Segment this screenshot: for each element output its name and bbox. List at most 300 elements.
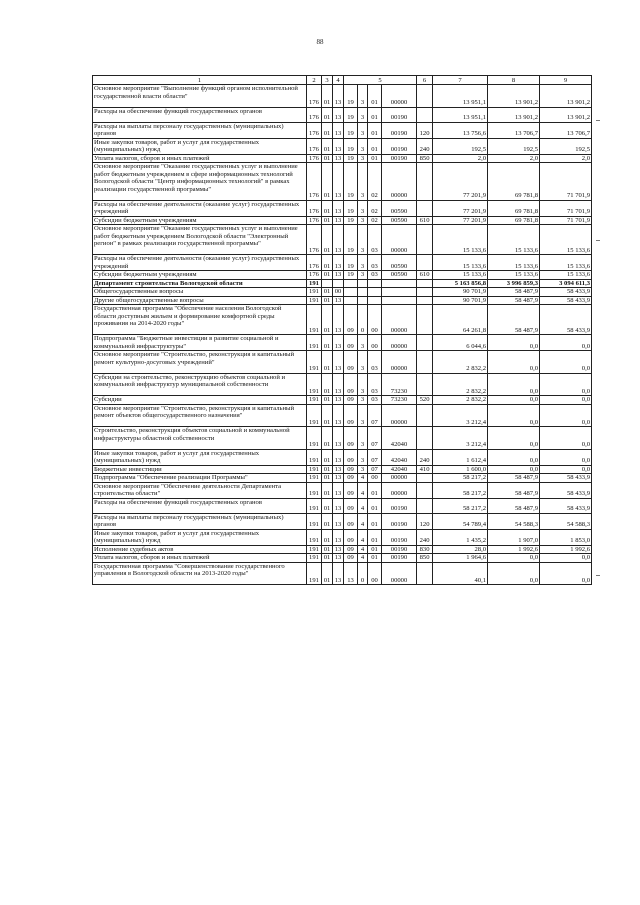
expense-type-code: [417, 163, 433, 201]
row-name: Основное мероприятие "Строительство, реконструкция и капитальный ремонт объектов общегосударственного назначения": [93, 404, 307, 427]
amount-col-9: 1 992,6: [540, 545, 592, 554]
subsection-code: 13: [333, 498, 344, 513]
amount-col-7: 3 212,4: [433, 427, 488, 450]
table-row: [93, 200, 592, 216]
column-header: 2: [307, 76, 322, 85]
section-code: 01: [322, 216, 333, 225]
program-code: 09: [344, 465, 358, 474]
direction-code: 42040: [382, 449, 417, 465]
amount-col-9: 3 094 611,3: [540, 279, 592, 288]
row-name: Основное мероприятие "Строительство, реконструкция и капитальный ремонт культурно-досуговых учреждений": [93, 351, 307, 374]
expense-type-code: [417, 351, 433, 374]
subprogram-code: 4: [358, 554, 368, 563]
section-code: 01: [322, 449, 333, 465]
table-row: [93, 154, 592, 163]
subsection-code: 13: [333, 107, 344, 122]
amount-col-8: 0,0: [488, 562, 540, 585]
amount-col-8: 13 706,7: [488, 122, 540, 138]
expense-type-code: 120: [417, 122, 433, 138]
program-code: 13: [344, 562, 358, 585]
ministry-code: 176: [307, 163, 322, 201]
table-row: [93, 225, 592, 255]
event-code: 07: [368, 465, 382, 474]
direction-code: [382, 288, 417, 297]
row-name: Основное мероприятие "Оказание государственных услуг и выполнение работ бюджетным учреждением Вологодской области "Электронный регион" в рамках реализации государственной программы": [93, 225, 307, 255]
row-name: Расходы на обеспечение деятельности (оказание услуг) государственных учреждений: [93, 255, 307, 271]
row-name: Основное мероприятие "Выполнение функций органом исполнительной государственной власти области": [93, 85, 307, 108]
subsection-code: 00: [333, 288, 344, 297]
ministry-code: 191: [307, 554, 322, 563]
event-code: 01: [368, 122, 382, 138]
amount-col-7: 2 832,2: [433, 396, 488, 405]
expense-type-code: 240: [417, 449, 433, 465]
section-code: 01: [322, 554, 333, 563]
amount-col-9: 0,0: [540, 404, 592, 427]
amount-col-8: 0,0: [488, 351, 540, 374]
program-code: 09: [344, 335, 358, 351]
ministry-code: 191: [307, 351, 322, 374]
amount-col-7: 6 044,6: [433, 335, 488, 351]
column-header: 8: [488, 76, 540, 85]
section-code: 01: [322, 296, 333, 305]
section-code: 01: [322, 529, 333, 545]
ministry-code: 176: [307, 122, 322, 138]
ministry-code: 191: [307, 498, 322, 513]
event-code: 02: [368, 216, 382, 225]
subprogram-code: 3: [358, 163, 368, 201]
expense-type-code: [417, 305, 433, 335]
subprogram-code: 3: [358, 449, 368, 465]
expense-type-code: 850: [417, 154, 433, 163]
amount-col-8: 13 901,2: [488, 85, 540, 108]
direction-code: 42040: [382, 427, 417, 450]
expense-type-code: [417, 474, 433, 483]
subsection-code: 13: [333, 482, 344, 498]
column-header: 6: [417, 76, 433, 85]
event-code: [368, 288, 382, 297]
ministry-code: 191: [307, 404, 322, 427]
table-row: [93, 288, 592, 297]
amount-col-7: 15 133,6: [433, 271, 488, 280]
subsection-code: 13: [333, 163, 344, 201]
column-header: 3: [322, 76, 333, 85]
subprogram-code: 3: [358, 396, 368, 405]
subprogram-code: 3: [358, 85, 368, 108]
subprogram-code: 3: [358, 216, 368, 225]
subsection-code: 13: [333, 85, 344, 108]
amount-col-8: 69 781,8: [488, 200, 540, 216]
section-code: 01: [322, 225, 333, 255]
ministry-code: 176: [307, 255, 322, 271]
direction-code: [382, 279, 417, 288]
ministry-code: 191: [307, 529, 322, 545]
event-code: 00: [368, 305, 382, 335]
amount-col-8: 69 781,8: [488, 163, 540, 201]
subprogram-code: 3: [358, 427, 368, 450]
ministry-code: 191: [307, 288, 322, 297]
subsection-code: 13: [333, 335, 344, 351]
expense-type-code: [417, 373, 433, 396]
ministry-code: 191: [307, 296, 322, 305]
section-code: 01: [322, 154, 333, 163]
event-code: 01: [368, 85, 382, 108]
program-code: 09: [344, 482, 358, 498]
ministry-code: 191: [307, 396, 322, 405]
subsection-code: 13: [333, 562, 344, 585]
program-code: 09: [344, 545, 358, 554]
direction-code: 73230: [382, 396, 417, 405]
subsection-code: 13: [333, 465, 344, 474]
event-code: 01: [368, 498, 382, 513]
table-row: [93, 396, 592, 405]
event-code: 03: [368, 396, 382, 405]
row-name: Строительство, реконструкция объектов социальной и коммунальной инфраструктуры областной собственности: [93, 427, 307, 450]
subsection-code: 13: [333, 200, 344, 216]
amount-col-9: 0,0: [540, 335, 592, 351]
program-code: 19: [344, 85, 358, 108]
ministry-code: 176: [307, 138, 322, 154]
direction-code: 00190: [382, 498, 417, 513]
amount-col-7: 90 701,9: [433, 288, 488, 297]
row-name: Подпрограмма "Обеспечение реализации Программы": [93, 474, 307, 483]
table-row: [93, 513, 592, 529]
direction-code: 00190: [382, 154, 417, 163]
subsection-code: 13: [333, 138, 344, 154]
row-name: Основное мероприятие "Обеспечение деятельности Департамента строительства области": [93, 482, 307, 498]
amount-col-8: 1 907,0: [488, 529, 540, 545]
expense-type-code: 120: [417, 513, 433, 529]
subprogram-code: 3: [358, 335, 368, 351]
ministry-code: 191: [307, 482, 322, 498]
subsection-code: 13: [333, 351, 344, 374]
ministry-code: 176: [307, 200, 322, 216]
amount-col-7: 13 951,1: [433, 107, 488, 122]
direction-code: 00000: [382, 163, 417, 201]
amount-col-7: 13 756,6: [433, 122, 488, 138]
program-code: [344, 288, 358, 297]
row-name: Бюджетные инвестиции: [93, 465, 307, 474]
event-code: 03: [368, 351, 382, 374]
event-code: 01: [368, 545, 382, 554]
section-code: 01: [322, 351, 333, 374]
amount-col-7: 13 951,1: [433, 85, 488, 108]
table-header-row: [93, 76, 592, 85]
table-row: [93, 554, 592, 563]
subprogram-code: [358, 296, 368, 305]
program-code: 09: [344, 449, 358, 465]
amount-col-9: 58 433,9: [540, 288, 592, 297]
column-header: 1: [93, 76, 307, 85]
row-name: Уплата налогов, сборов и иных платежей: [93, 554, 307, 563]
ministry-code: 176: [307, 107, 322, 122]
amount-col-8: 15 133,6: [488, 271, 540, 280]
section-code: 01: [322, 373, 333, 396]
amount-col-8: 15 133,6: [488, 255, 540, 271]
row-name: Субсидии бюджетным учреждениям: [93, 271, 307, 280]
table-row: [93, 335, 592, 351]
table-body: [93, 85, 592, 585]
subsection-code: 13: [333, 122, 344, 138]
program-code: 09: [344, 396, 358, 405]
event-code: [368, 296, 382, 305]
table-row: [93, 138, 592, 154]
table-row: [93, 85, 592, 108]
page-number: 88: [316, 38, 324, 46]
ministry-code: 176: [307, 154, 322, 163]
table-row: [93, 122, 592, 138]
expense-type-code: [417, 85, 433, 108]
amount-col-8: 0,0: [488, 404, 540, 427]
program-code: 19: [344, 122, 358, 138]
row-name: Субсидии на строительство, реконструкцию объектов социальной и коммунальной инфраструктур муниципальной собственности: [93, 373, 307, 396]
subsection-code: 13: [333, 554, 344, 563]
section-code: 01: [322, 138, 333, 154]
amount-col-9: 13 901,2: [540, 85, 592, 108]
section-code: 01: [322, 465, 333, 474]
event-code: 03: [368, 271, 382, 280]
subsection-code: 13: [333, 545, 344, 554]
event-code: 03: [368, 255, 382, 271]
amount-col-7: 2 832,2: [433, 373, 488, 396]
table-row: [93, 296, 592, 305]
section-code: 01: [322, 498, 333, 513]
subsection-code: 13: [333, 474, 344, 483]
amount-col-9: 71 701,9: [540, 216, 592, 225]
subprogram-code: 3: [358, 200, 368, 216]
expense-type-code: [417, 498, 433, 513]
program-code: 09: [344, 305, 358, 335]
table-row: [93, 107, 592, 122]
amount-col-7: 2,0: [433, 154, 488, 163]
subprogram-code: 4: [358, 498, 368, 513]
section-code: 01: [322, 200, 333, 216]
amount-col-8: 1 992,6: [488, 545, 540, 554]
amount-col-7: 1 964,6: [433, 554, 488, 563]
expense-type-code: [417, 225, 433, 255]
amount-col-7: 3 212,4: [433, 404, 488, 427]
amount-col-7: 40,1: [433, 562, 488, 585]
amount-col-9: 15 133,6: [540, 225, 592, 255]
amount-col-9: 0,0: [540, 449, 592, 465]
ministry-code: 191: [307, 305, 322, 335]
section-code: 01: [322, 305, 333, 335]
ministry-code: 191: [307, 373, 322, 396]
row-name: Департамент строительства Вологодской области: [93, 279, 307, 288]
table-row: [93, 163, 592, 201]
event-code: 01: [368, 513, 382, 529]
amount-col-8: 3 996 859,3: [488, 279, 540, 288]
amount-col-7: 28,0: [433, 545, 488, 554]
direction-code: 00190: [382, 554, 417, 563]
subprogram-code: 3: [358, 107, 368, 122]
amount-col-8: 13 901,2: [488, 107, 540, 122]
section-code: 01: [322, 335, 333, 351]
amount-col-8: 2,0: [488, 154, 540, 163]
row-name: Расходы на обеспечение функций государственных органов: [93, 107, 307, 122]
amount-col-9: 1 853,0: [540, 529, 592, 545]
margin-mark: [596, 575, 600, 576]
event-code: 01: [368, 138, 382, 154]
event-code: 02: [368, 163, 382, 201]
program-code: 09: [344, 427, 358, 450]
ministry-code: 191: [307, 545, 322, 554]
subprogram-code: 4: [358, 474, 368, 483]
expense-type-code: 240: [417, 138, 433, 154]
amount-col-9: 192,5: [540, 138, 592, 154]
ministry-code: 176: [307, 216, 322, 225]
direction-code: 00000: [382, 305, 417, 335]
direction-code: 00000: [382, 225, 417, 255]
section-code: 01: [322, 288, 333, 297]
subsection-code: 13: [333, 154, 344, 163]
table-row: [93, 545, 592, 554]
amount-col-8: 58 487,9: [488, 498, 540, 513]
program-code: 09: [344, 529, 358, 545]
row-name: Общегосударственные вопросы: [93, 288, 307, 297]
expense-type-code: [417, 296, 433, 305]
expense-type-code: [417, 200, 433, 216]
direction-code: 00000: [382, 85, 417, 108]
subprogram-code: [358, 279, 368, 288]
column-header: 9: [540, 76, 592, 85]
amount-col-9: 13 706,7: [540, 122, 592, 138]
table-row: [93, 562, 592, 585]
direction-code: 00590: [382, 200, 417, 216]
amount-col-7: 5 163 856,8: [433, 279, 488, 288]
ministry-code: 191: [307, 335, 322, 351]
section-code: 01: [322, 474, 333, 483]
expense-type-code: 610: [417, 216, 433, 225]
event-code: 03: [368, 225, 382, 255]
ministry-code: 191: [307, 279, 322, 288]
margin-mark: [596, 240, 600, 241]
program-code: 19: [344, 271, 358, 280]
amount-col-9: 0,0: [540, 427, 592, 450]
program-code: 09: [344, 404, 358, 427]
amount-col-8: 58 487,9: [488, 296, 540, 305]
program-code: 09: [344, 513, 358, 529]
event-code: 07: [368, 404, 382, 427]
row-name: Уплата налогов, сборов и иных платежей: [93, 154, 307, 163]
expense-type-code: [417, 335, 433, 351]
subsection-code: 13: [333, 373, 344, 396]
table-row: [93, 351, 592, 374]
direction-code: 00190: [382, 513, 417, 529]
amount-col-7: 77 201,9: [433, 200, 488, 216]
amount-col-8: 58 487,9: [488, 474, 540, 483]
direction-code: 00190: [382, 107, 417, 122]
ministry-code: 191: [307, 465, 322, 474]
amount-col-9: 58 433,9: [540, 305, 592, 335]
subprogram-code: 0: [358, 562, 368, 585]
subprogram-code: 3: [358, 351, 368, 374]
program-code: 19: [344, 255, 358, 271]
table-row: [93, 449, 592, 465]
amount-col-7: 15 133,6: [433, 255, 488, 271]
amount-col-8: 0,0: [488, 335, 540, 351]
table-row: [93, 255, 592, 271]
amount-col-9: 0,0: [540, 554, 592, 563]
subprogram-code: 4: [358, 482, 368, 498]
expense-type-code: 830: [417, 545, 433, 554]
program-code: 09: [344, 351, 358, 374]
subprogram-code: 3: [358, 255, 368, 271]
amount-col-9: 0,0: [540, 373, 592, 396]
amount-col-8: 0,0: [488, 427, 540, 450]
amount-col-9: 58 433,9: [540, 474, 592, 483]
program-code: 09: [344, 498, 358, 513]
event-code: 01: [368, 554, 382, 563]
subsection-code: 13: [333, 255, 344, 271]
expense-type-code: [417, 288, 433, 297]
amount-col-7: 64 261,8: [433, 305, 488, 335]
section-code: 01: [322, 255, 333, 271]
subsection-code: 13: [333, 529, 344, 545]
program-code: 19: [344, 200, 358, 216]
table-row: [93, 279, 592, 288]
amount-col-7: 1 612,4: [433, 449, 488, 465]
row-name: Субсидии бюджетным учреждениям: [93, 216, 307, 225]
table-row: [93, 373, 592, 396]
ministry-code: 191: [307, 513, 322, 529]
program-code: 09: [344, 373, 358, 396]
ministry-code: 176: [307, 225, 322, 255]
ministry-code: 176: [307, 271, 322, 280]
direction-code: 00000: [382, 351, 417, 374]
table-row: [93, 404, 592, 427]
direction-code: 00000: [382, 482, 417, 498]
amount-col-8: 58 487,9: [488, 482, 540, 498]
subprogram-code: 4: [358, 545, 368, 554]
program-code: 09: [344, 474, 358, 483]
section-code: 01: [322, 562, 333, 585]
section-code: 01: [322, 271, 333, 280]
event-code: 07: [368, 449, 382, 465]
amount-col-9: 58 433,9: [540, 482, 592, 498]
table-row: [93, 216, 592, 225]
row-name: Субсидии: [93, 396, 307, 405]
section-code: 01: [322, 107, 333, 122]
subprogram-code: 3: [358, 154, 368, 163]
row-name: Иные закупки товаров, работ и услуг для государственных (муниципальных) нужд: [93, 529, 307, 545]
amount-col-7: 77 201,9: [433, 163, 488, 201]
amount-col-9: 58 433,9: [540, 296, 592, 305]
subprogram-code: 4: [358, 513, 368, 529]
table-row: [93, 498, 592, 513]
amount-col-8: 0,0: [488, 373, 540, 396]
subsection-code: 13: [333, 305, 344, 335]
row-name: Расходы на обеспечение функций государственных органов: [93, 498, 307, 513]
subsection-code: 13: [333, 296, 344, 305]
row-name: Основное мероприятие "Оказание государственных услуг и выполнение работ бюджетным учреждением в сфере информационных технологий Вологодской области "Центр информационных технологий" в рамках реализации государственной программы": [93, 163, 307, 201]
subprogram-code: 0: [358, 305, 368, 335]
amount-col-7: 58 217,2: [433, 474, 488, 483]
amount-col-8: 58 487,9: [488, 288, 540, 297]
amount-col-9: 2,0: [540, 154, 592, 163]
table-row: [93, 465, 592, 474]
section-code: 01: [322, 482, 333, 498]
event-code: [368, 279, 382, 288]
table-row: [93, 305, 592, 335]
amount-col-8: 0,0: [488, 465, 540, 474]
event-code: 02: [368, 200, 382, 216]
expense-type-code: 240: [417, 529, 433, 545]
row-name: Государственная программа "Обеспечение населения Вологодской области доступным жильем и формирование комфортной среды проживания на 2014-2020 годы": [93, 305, 307, 335]
ministry-code: 191: [307, 474, 322, 483]
amount-col-8: 192,5: [488, 138, 540, 154]
section-code: 01: [322, 545, 333, 554]
section-code: 01: [322, 427, 333, 450]
